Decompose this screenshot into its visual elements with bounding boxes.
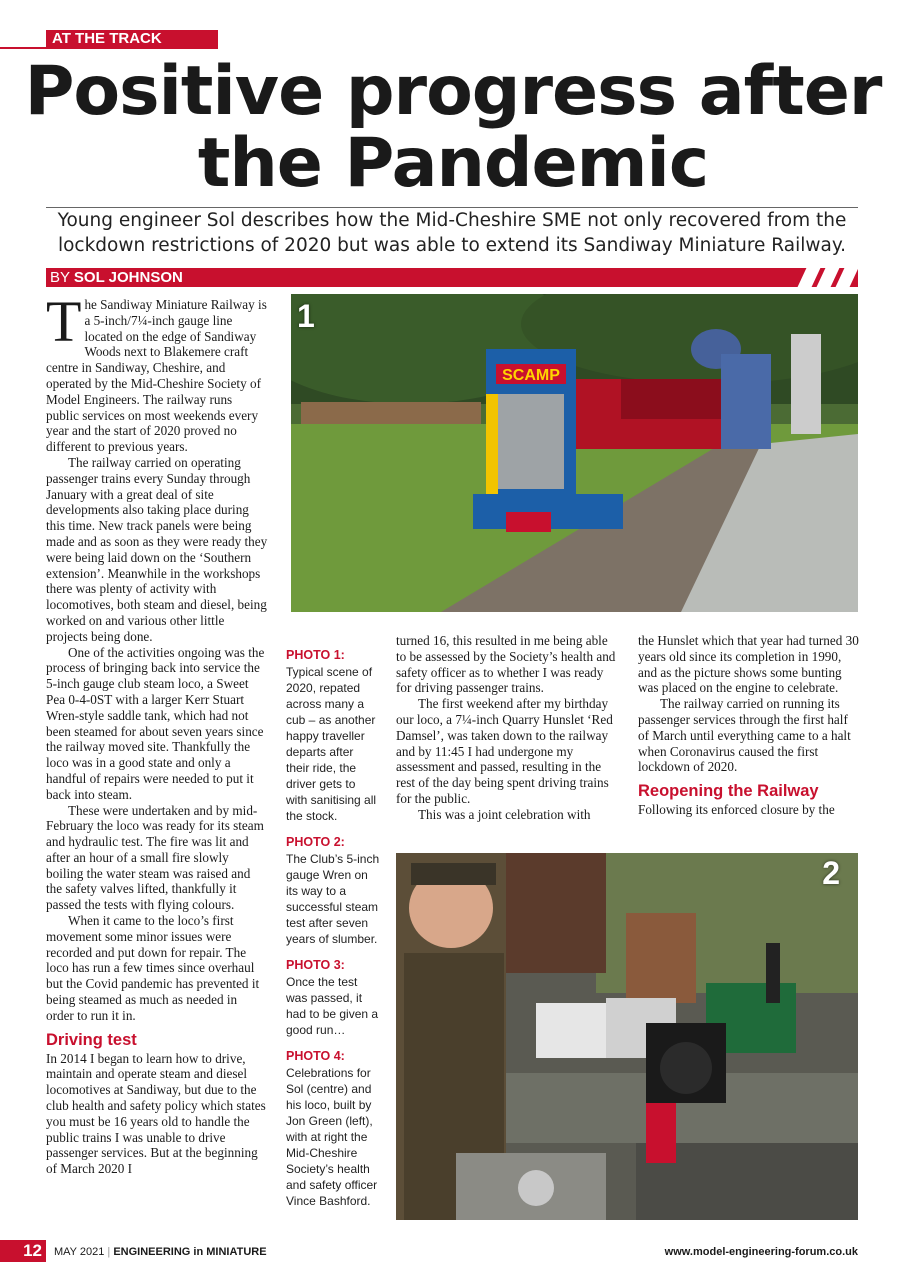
paragraph: In 2014 I began to learn how to drive, maintain and operate steam and diesel locomotives at Sandiway, but due to the club health and safety policy which states you must be 16 years old to handle the public trains I was unable to drive passenger services. But at the beginning of March 2020 I — [46, 1050, 266, 1177]
paragraph: These were undertaken and by mid-February the loco was ready for its steam and hydraulic test. The fire was lit and after an hour of a small fire slowly boiling the water steam was raised and the safety valves lifted, thankfully it passed the tests with flying colours. — [46, 802, 264, 913]
headline-line-1: Positive progress after — [24, 52, 882, 131]
paragraph: This was a joint celebration with — [418, 806, 591, 822]
photo-2-steam-test — [396, 853, 858, 1220]
issue-date: MAY 2021 — [54, 1246, 105, 1258]
paragraph: The first weekend after my birthday our loco, a 7¼-inch Quarry Hunslet ‘Red Damsel’, was taken down to the railway and by 11:45 I had undergone my assessment and passed, resulting in the rest of the day being spent driving trains for the public. — [396, 696, 613, 806]
paragraph: The Sandiway Miniature Railway is a 5-inch/7¼-inch gauge line located on the edge of Sandiway Woods next to Blakemere craft centre in Sandiway, Cheshire, and operated by the Mid-Cheshire Society of Model Engineers. The railway runs public services on most weekends every year and the start of 2020 proved no different to previous years. — [46, 289, 267, 455]
photo-captions — [286, 647, 380, 1209]
paragraph: When it came to the loco’s first movement some minor issues were recorded and put down for repair. The loco has run a few times since overhaul but the Covid pandemic has prevented it being steamed as much as needed in order to run it in. — [46, 913, 260, 1023]
photo-1-train-departing — [291, 294, 858, 612]
page-number: 12 — [0, 1240, 46, 1262]
headline-line-2: the Pandemic — [197, 124, 709, 203]
magazine-name: ENGINEERING in MINIATURE — [113, 1246, 267, 1258]
caption-title: PHOTO 4: — [286, 1049, 345, 1063]
headline — [20, 52, 886, 203]
paragraph: Following its enforced closure by the — [638, 802, 835, 818]
subheading-driving-test: Driving test — [46, 1030, 137, 1049]
paragraph: the Hunslet which that year had turned 30 years old since its completion in 1990, and as the picture shows some bunting was placed on the engine to celebrate. — [638, 633, 859, 696]
article-column-4 — [638, 633, 860, 818]
caption-text: Typical scene of 2020, repated across many a cub – as another happy traveller departs after their ride, the driver gets to with sanitising all the stock. — [286, 665, 377, 823]
caption-title: PHOTO 2: — [286, 835, 345, 849]
photo-1-number: 1 — [297, 298, 315, 334]
byline-prefix: BY — [50, 269, 70, 286]
train-sign: SCAMP — [502, 367, 560, 384]
caption-text: The Club’s 5-inch gauge Wren on its way to a successful steam test after seven years of slumber. — [286, 852, 380, 946]
paragraph: The railway carried on running its passenger services through the first half of March until everything came to a halt when Coronavirus caused the first lockdown of 2020. — [638, 696, 851, 775]
caption-text: Celebrations for Sol (centre) and his loco, built by Jon Green (left), with at right the Mid-Cheshire Society’s health and safety officer Vince Bashford. — [286, 1066, 378, 1208]
paragraph: One of the activities ongoing was the process of bringing back into service the 5-inch gauge club steam loco, a Sweet Pea 0-4-0ST with a larger Kerr Stuart Wren-style saddle tank, which had not been steamed for about seven years since the railway moved site. Thankfully the loco was in a good state and only a handful of repairs were needed to put it back into steam. — [46, 644, 265, 802]
caption-text: Once the test was passed, it had to be given a good run… — [286, 975, 379, 1037]
section-tag: AT THE TRACK — [46, 30, 218, 48]
byline-stripes — [802, 268, 854, 287]
drop-cap: T — [46, 289, 82, 354]
article-column-3 — [396, 633, 618, 823]
photo-1-illustration — [291, 294, 858, 612]
standfirst: Young engineer Sol describes how the Mid-Cheshire SME not only recovered from the lockdown restrictions of 2020 but was able to extend its Sandiway Miniature Railway. — [57, 210, 847, 256]
caption-title: PHOTO 1: — [286, 648, 345, 662]
caption-title: PHOTO 3: — [286, 958, 345, 972]
photo-2-number: 2 — [822, 855, 840, 891]
subheading-reopening: Reopening the Railway — [638, 782, 819, 801]
byline — [46, 268, 858, 287]
footer-url[interactable]: www.model-engineering-forum.co.uk — [664, 1246, 858, 1258]
footer-issue: MAY 2021 | ENGINEERING in MINIATURE — [54, 1246, 267, 1258]
paragraph: turned 16, this resulted in me being able to be assessed by the Society’s health and safety officer as to whether I was ready for driving passenger trains. — [396, 633, 616, 696]
photo-2-illustration — [396, 853, 858, 1220]
byline-author: SOL JOHNSON — [73, 269, 183, 286]
article-column-1 — [46, 289, 268, 1177]
paragraph: The railway carried on operating passenger trains every Sunday through January with a great deal of site developments also taking place during this time. New track panels were being made and as soon as they were ready they were being laid down on the ‘Southern extension’. Meanwhile in the workshops there was plenty of activity with locomotives, both steam and diesel, being worked on and various other little projects being done. — [46, 454, 268, 644]
